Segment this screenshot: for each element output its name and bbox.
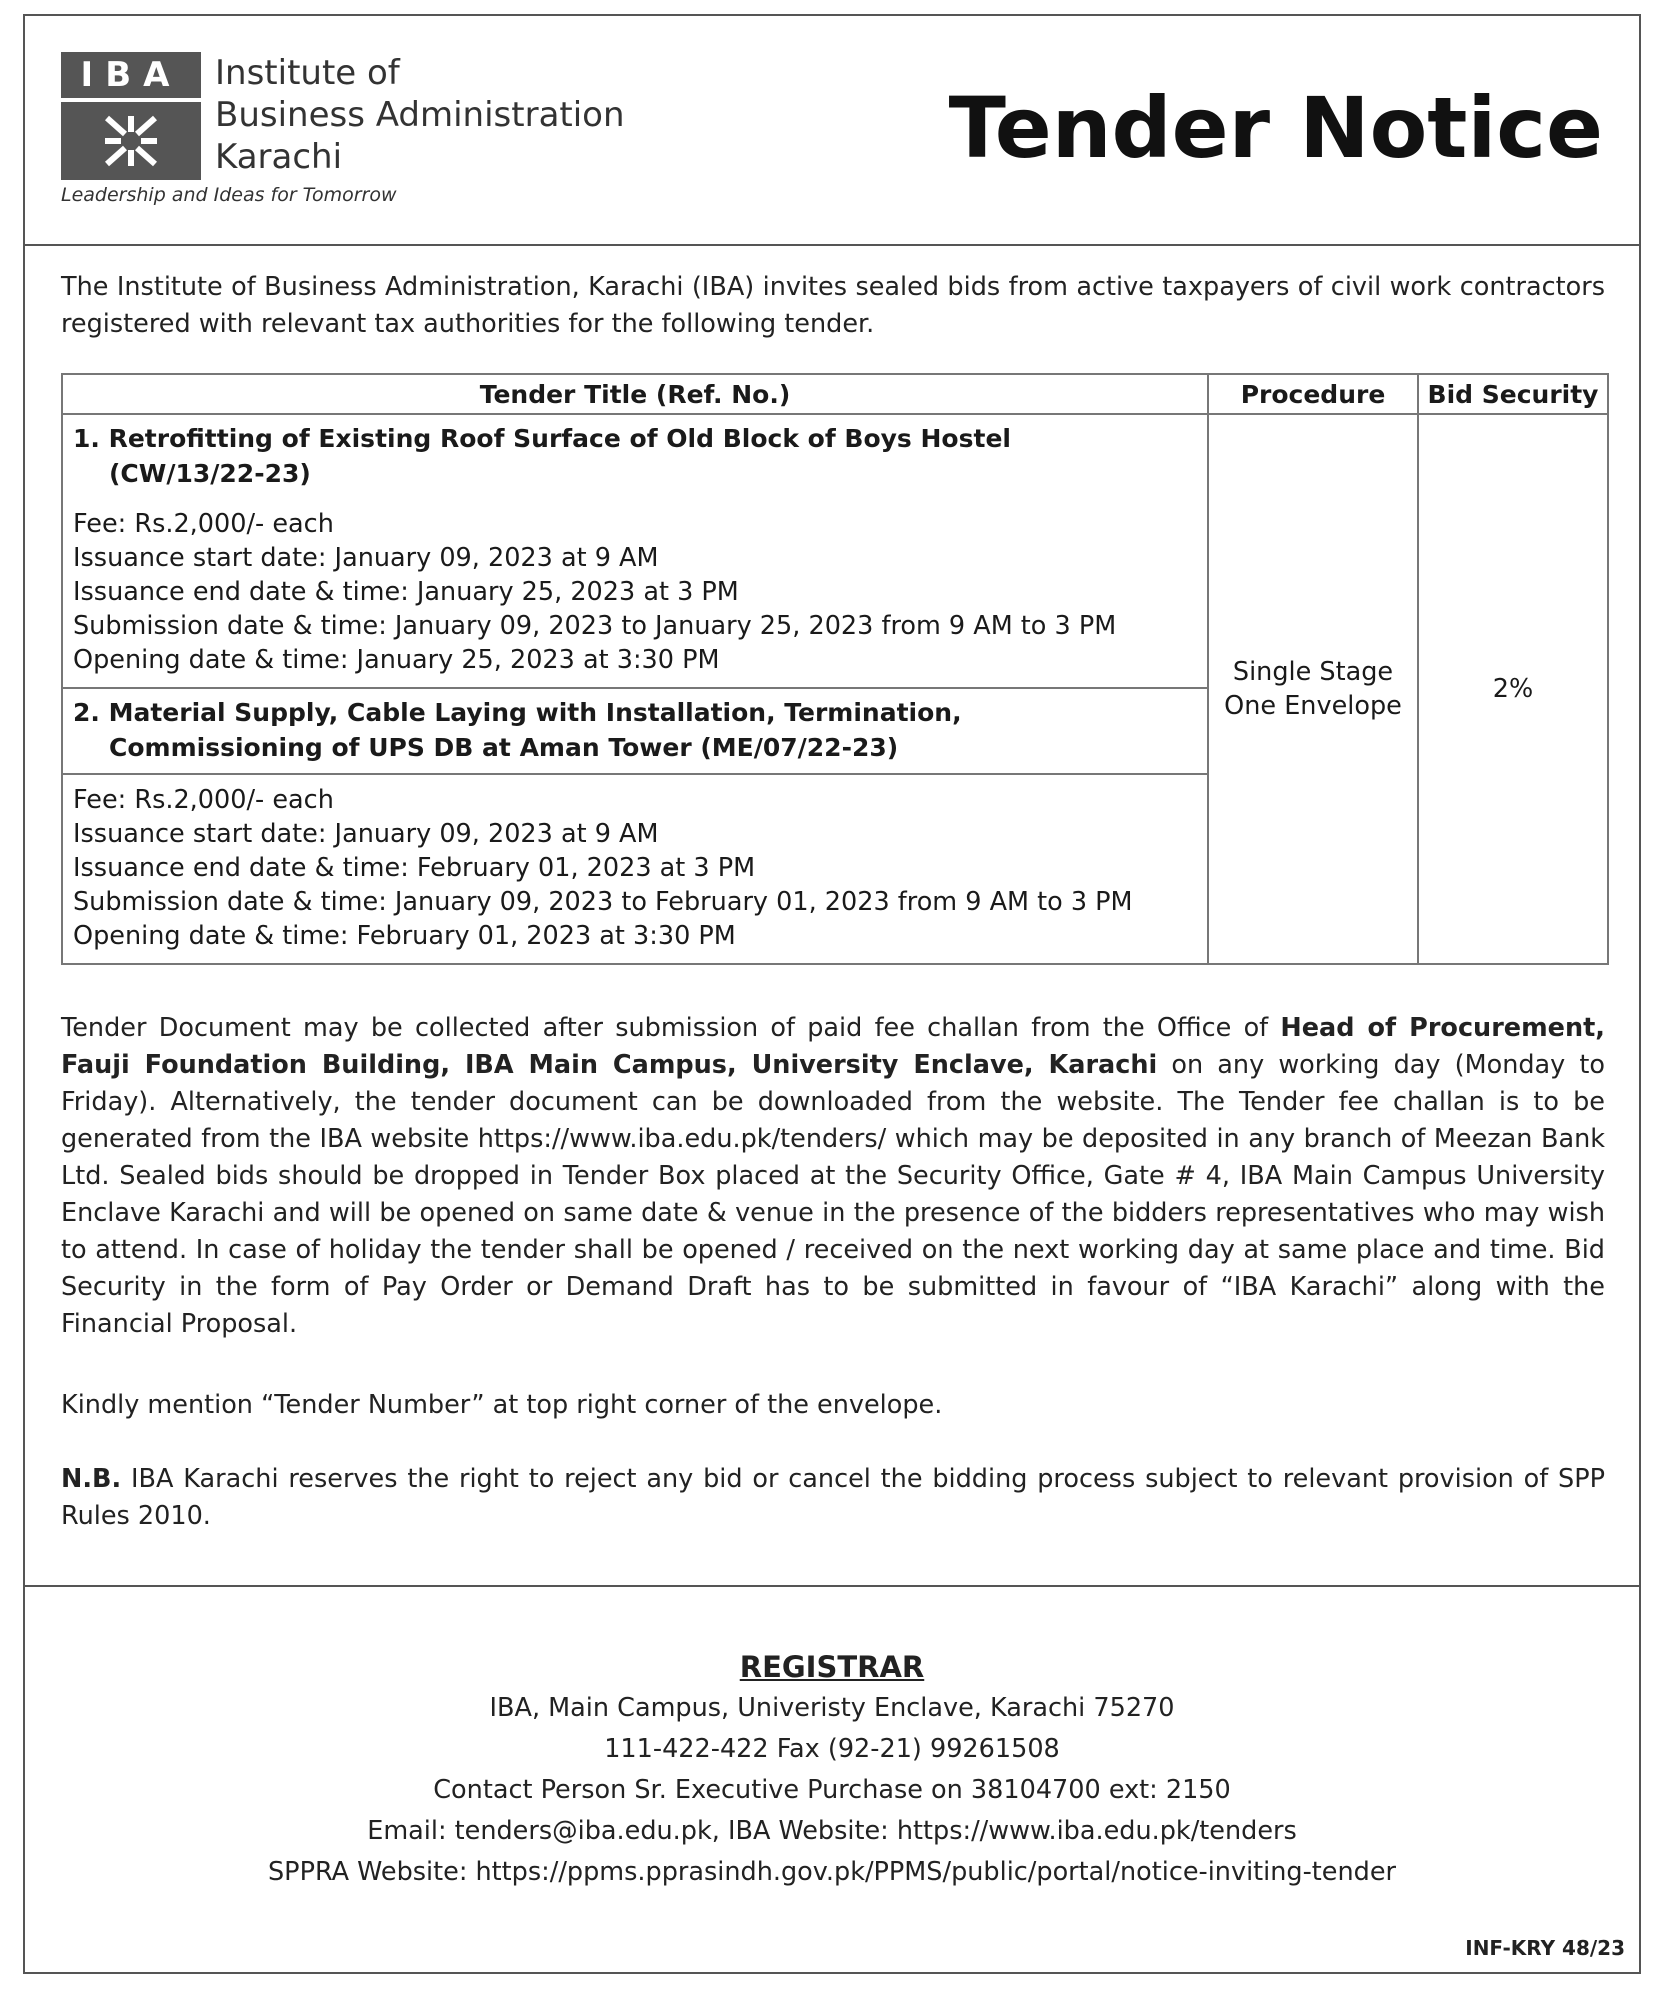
footer-contact bbox=[25, 1646, 1639, 1893]
institute-name-line: Business Administration bbox=[215, 95, 625, 135]
procedure-cell bbox=[1208, 414, 1418, 964]
collection-paragraph bbox=[61, 1010, 1605, 1343]
envelope-note: Kindly mention “Tender Number” at top right corner of the envelope. bbox=[61, 1390, 943, 1420]
collection-text: Tender Document may be collected after submission of paid fee challan from the Office of bbox=[61, 1013, 1281, 1043]
collection-text-rest: on any working day (Monday to Friday). Alternatively, the tender document can be downloaded from the website. The Tender fee challan is to be generated from the IBA website https://www.iba.edu.pk/tenders/ which may be deposited in any branch of Meezan Bank Ltd. Sealed bids should be dropped in Tender Box placed at the Security Office, Gate # 4, IBA Main Campus University Enclave Karachi and will be opened on same date & venue in the presence of the bidders representatives who may wish to attend. In case of holiday the tender shall be opened / received on the next working day at same place and time. Bid Security in the form of Pay Order or Demand Draft has to be submitted in favour of “IBA Karachi” along with the Financial Proposal. bbox=[61, 1050, 1606, 1339]
bid-security-cell: 2% bbox=[1418, 414, 1608, 964]
logo-emblem bbox=[61, 102, 201, 180]
email-website: Email: tenders@iba.edu.pk, IBA Website: https://www.iba.edu.pk/tenders bbox=[367, 1816, 1297, 1846]
procurement-office: Head of Procurement, Fauji Foundation Building, IBA Main Campus, University Enclave, Karachi bbox=[61, 1013, 1605, 1080]
table-header-row bbox=[62, 374, 1608, 414]
tender-1-details bbox=[62, 499, 1208, 688]
notice-frame bbox=[23, 14, 1641, 1974]
header bbox=[25, 16, 1639, 246]
opening-date: Opening date & time: February 01, 2023 at 3:30 PM bbox=[73, 921, 736, 951]
header-procedure: Procedure bbox=[1208, 374, 1418, 414]
nb-text: IBA Karachi reserves the right to reject any bid or cancel the bidding process subject to relevant provision of SPP Rules 2010. bbox=[61, 1464, 1605, 1531]
opening-date: Opening date & time: January 25, 2023 at 3:30 PM bbox=[73, 645, 720, 675]
tender-fee: Fee: Rs.2,000/- each bbox=[73, 785, 334, 815]
tender-title-line: 2. Material Supply, Cable Laying with Installation, Termination, bbox=[73, 698, 962, 727]
registrar-heading: REGISTRAR bbox=[739, 1650, 925, 1684]
tender-1-title bbox=[62, 414, 1208, 499]
tender-title-line: 1. Retrofitting of Existing Roof Surface of Old Block of Boys Hostel bbox=[73, 424, 1011, 453]
procedure-line: Single Stage bbox=[1232, 657, 1394, 687]
iba-logo bbox=[61, 52, 201, 180]
reference-number: INF-KRY 48/23 bbox=[1465, 1936, 1625, 1960]
tender-ref: Commissioning of UPS DB at Aman Tower (ME/07/22-23) bbox=[109, 733, 899, 762]
tender-ref: (CW/13/22-23) bbox=[109, 459, 311, 488]
sppra-website: SPPRA Website: https://ppms.pprasindh.gov.pk/PPMS/public/portal/notice-inviting-tender bbox=[268, 1857, 1396, 1887]
nb-label: N.B. bbox=[61, 1464, 122, 1494]
divider bbox=[25, 1585, 1639, 1587]
issuance-end: Issuance end date & time: February 01, 2023 at 3 PM bbox=[73, 853, 756, 883]
contact-person: Contact Person Sr. Executive Purchase on 38104700 ext: 2150 bbox=[433, 1775, 1231, 1805]
submission-date: Submission date & time: January 09, 2023 to January 25, 2023 from 9 AM to 3 PM bbox=[73, 611, 1117, 641]
tagline: Leadership and Ideas for Tomorrow bbox=[61, 184, 397, 206]
submission-date: Submission date & time: January 09, 2023 to February 01, 2023 from 9 AM to 3 PM bbox=[73, 887, 1133, 917]
issuance-start: Issuance start date: January 09, 2023 at 9 AM bbox=[73, 543, 659, 573]
tender-fee: Fee: Rs.2,000/- each bbox=[73, 509, 334, 539]
issuance-end: Issuance end date & time: January 25, 2023 at 3 PM bbox=[73, 577, 739, 607]
tender-2-title bbox=[62, 688, 1208, 774]
page-title: Tender Notice bbox=[948, 79, 1603, 177]
header-tender-title: Tender Title (Ref. No.) bbox=[62, 374, 1208, 414]
institute-name-line: Karachi bbox=[215, 137, 343, 177]
tender-2-details bbox=[62, 774, 1208, 964]
table-row bbox=[62, 414, 1608, 499]
star-emblem-icon bbox=[101, 112, 161, 170]
tender-table bbox=[61, 373, 1609, 965]
logo-text: IBA bbox=[61, 52, 201, 98]
institute-name-line: Institute of bbox=[215, 53, 400, 93]
intro-paragraph: The Institute of Business Administration, Karachi (IBA) invites sealed bids from active taxpayers of civil work contractors registered with relevant tax authorities for the following tender. bbox=[61, 272, 1605, 339]
procedure-line: One Envelope bbox=[1224, 691, 1402, 721]
institute-name bbox=[215, 52, 625, 178]
header-bid-security: Bid Security bbox=[1418, 374, 1608, 414]
phone-fax: 111-422-422 Fax (92-21) 99261508 bbox=[604, 1734, 1060, 1764]
address: IBA, Main Campus, Univeristy Enclave, Karachi 75270 bbox=[489, 1693, 1175, 1723]
issuance-start: Issuance start date: January 09, 2023 at 9 AM bbox=[73, 819, 659, 849]
nb-paragraph bbox=[61, 1461, 1605, 1535]
